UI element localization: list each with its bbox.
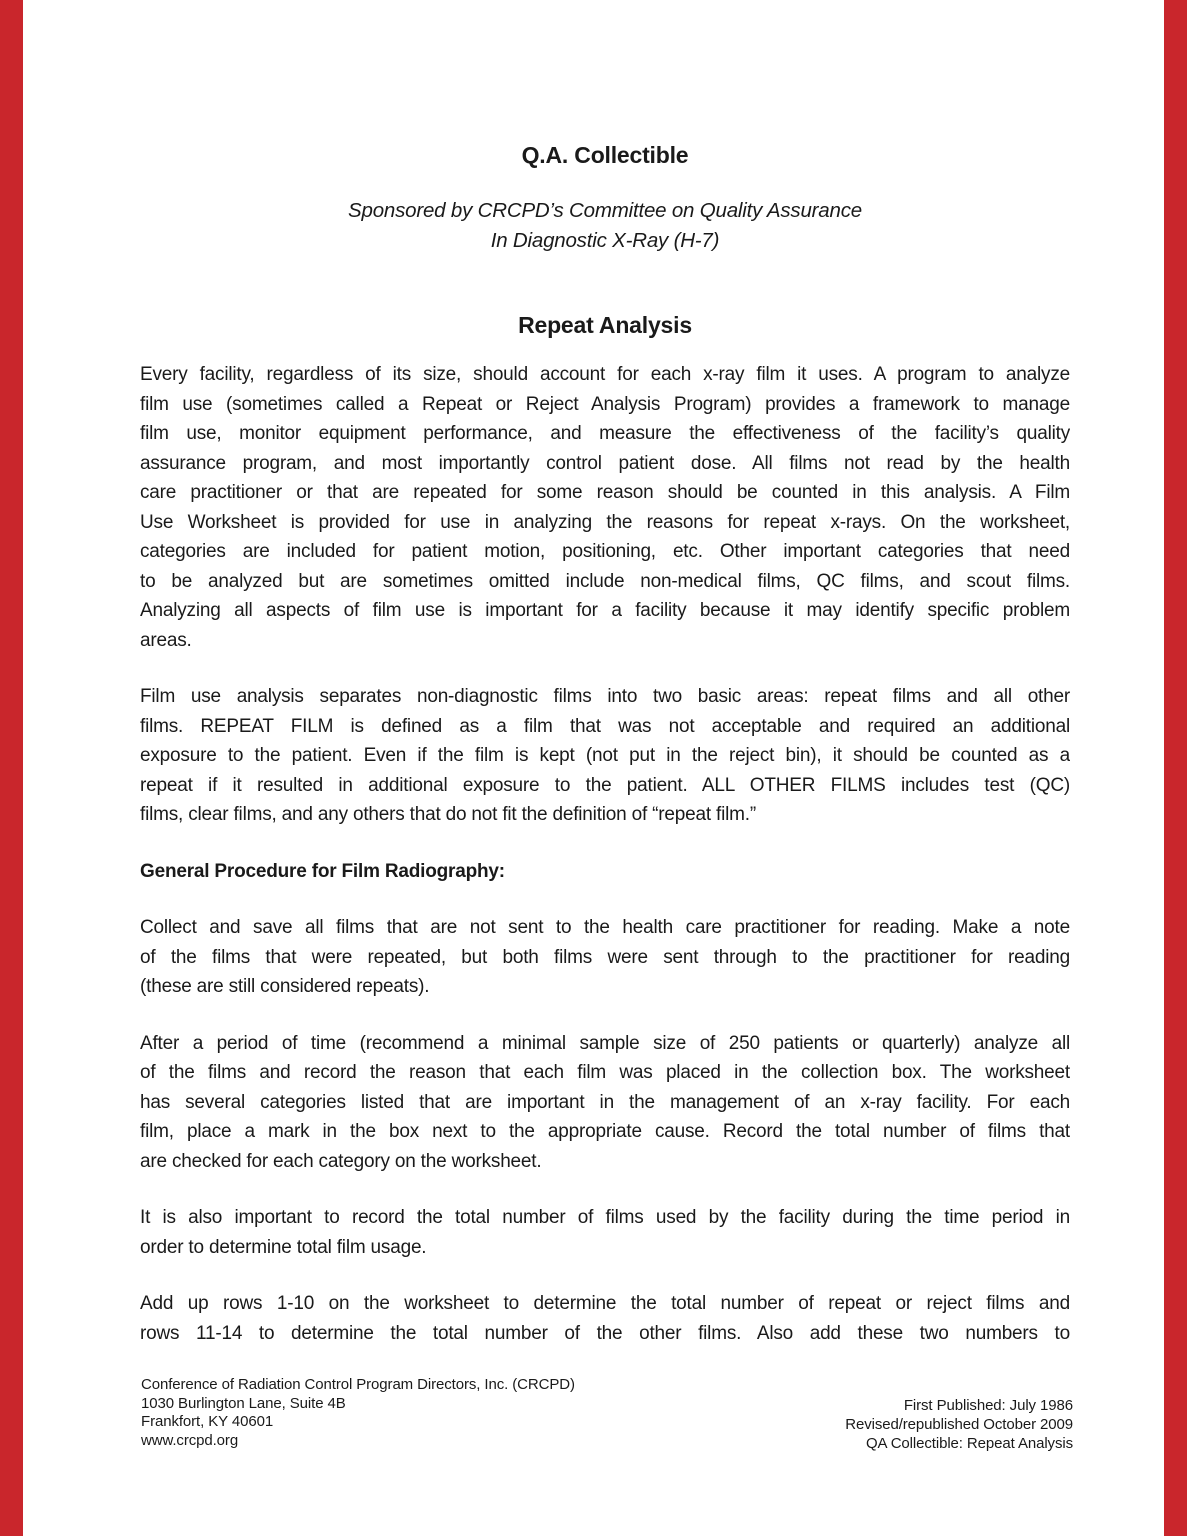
text-line: Use Worksheet is provided for use in analyzing the reasons for repeat x-rays. On the worksheet, <box>140 511 1070 533</box>
text-line: film, place a mark in the box next to the appropriate cause. Record the total number of films that <box>140 1121 1070 1142</box>
document-title: Q.A. Collectible <box>521 142 689 168</box>
subtitle-line-2: In Diagnostic X-Ray (H-7) <box>490 228 720 252</box>
text-line: (these are still considered repeats). <box>140 976 430 997</box>
footer-line: 1030 Burlington Lane, Suite 4B <box>141 1394 346 1412</box>
text-line: Analyzing all aspects of film use is important for a facility because it may identify specific problem <box>140 600 1070 621</box>
text-line: order to determine total film usage. <box>140 1236 427 1258</box>
text-line: films. REPEAT FILM is defined as a film that was not acceptable and required an additional <box>140 715 1070 737</box>
subtitle-line-1: Sponsored by CRCPD’s Committee on Quality Assurance <box>348 199 862 222</box>
text-line: of the films that were repeated, but both films were sent through to the practitioner for reading <box>140 946 1070 968</box>
footer-line: QA Collectible: Repeat Analysis <box>865 1435 1073 1452</box>
text-line: films, clear films, and any others that do not fit the definition of “repeat film.” <box>140 804 756 825</box>
paragraph <box>140 1203 1070 1262</box>
text-line: rows 11-14 to determine the total number of the other films. Also add these two numbers to <box>140 1322 1070 1344</box>
right-red-border <box>1164 0 1187 1536</box>
section-title: Repeat Analysis <box>518 312 692 338</box>
footer-publisher-info <box>141 1376 575 1450</box>
paragraph <box>140 913 1070 1002</box>
text-line: are checked for each category on the worksheet. <box>140 1150 542 1172</box>
text-line: repeat if it resulted in additional exposure to the patient. ALL OTHER FILMS includes test (QC) <box>140 774 1070 796</box>
text-line: areas. <box>140 629 192 651</box>
footer-line: Revised/republished October 2009 <box>845 1416 1073 1433</box>
paragraph <box>140 1289 1070 1348</box>
text-line: It is also important to record the total number of films used by the facility during the time period in <box>140 1207 1070 1228</box>
text-line: has several categories listed that are important in the management of an x-ray facility. For each <box>140 1091 1070 1113</box>
text-line: Collect and save all films that are not sent to the health care practitioner for reading. Make a note <box>140 917 1070 938</box>
text-line: Add up rows 1-10 on the worksheet to determine the total number of repeat or reject films and <box>140 1293 1070 1314</box>
footer-line: www.crcpd.org <box>141 1431 239 1449</box>
footer-line: First Published: July 1986 <box>903 1397 1073 1414</box>
text-line: to be analyzed but are sometimes omitted include non-medical films, QC films, and scout films. <box>140 570 1070 592</box>
text-line: film use, monitor equipment performance, and measure the effectiveness of the facility’s quality <box>140 423 1070 444</box>
footer-line: Frankfort, KY 40601 <box>141 1413 274 1430</box>
paragraph <box>140 360 1070 655</box>
paragraph <box>140 1029 1070 1177</box>
text-line: film use (sometimes called a Repeat or Reject Analysis Program) provides a framework to manage <box>140 393 1070 415</box>
text-line: Every facility, regardless of its size, should account for each x-ray film it uses. A program to analyze <box>140 364 1070 385</box>
text-line: exposure to the patient. Even if the film is kept (not put in the reject bin), it should be counted as a <box>140 745 1070 766</box>
text-line: After a period of time (recommend a minimal sample size of 250 patients or quarterly) analyze all <box>140 1032 1070 1054</box>
section-heading: General Procedure for Film Radiography: <box>140 860 505 882</box>
text-line: Film use analysis separates non-diagnostic films into two basic areas: repeat films and all other <box>140 686 1070 707</box>
document-body <box>140 360 1070 1375</box>
text-line: care practitioner or that are repeated for some reason should be counted in this analysis. A Film <box>140 482 1070 503</box>
footer-publication-info <box>845 1396 1073 1453</box>
paragraph <box>140 682 1070 830</box>
footer-line: Conference of Radiation Control Program Directors, Inc. (CRCPD) <box>141 1376 575 1393</box>
text-line: assurance program, and most importantly control patient dose. All films not read by the health <box>140 452 1070 474</box>
text-line: categories are included for patient motion, positioning, etc. Other important categories that need <box>140 541 1070 562</box>
text-line: of the films and record the reason that each film was placed in the collection box. The worksheet <box>140 1062 1070 1083</box>
left-red-border <box>0 0 23 1536</box>
document-subtitle <box>140 196 1070 255</box>
